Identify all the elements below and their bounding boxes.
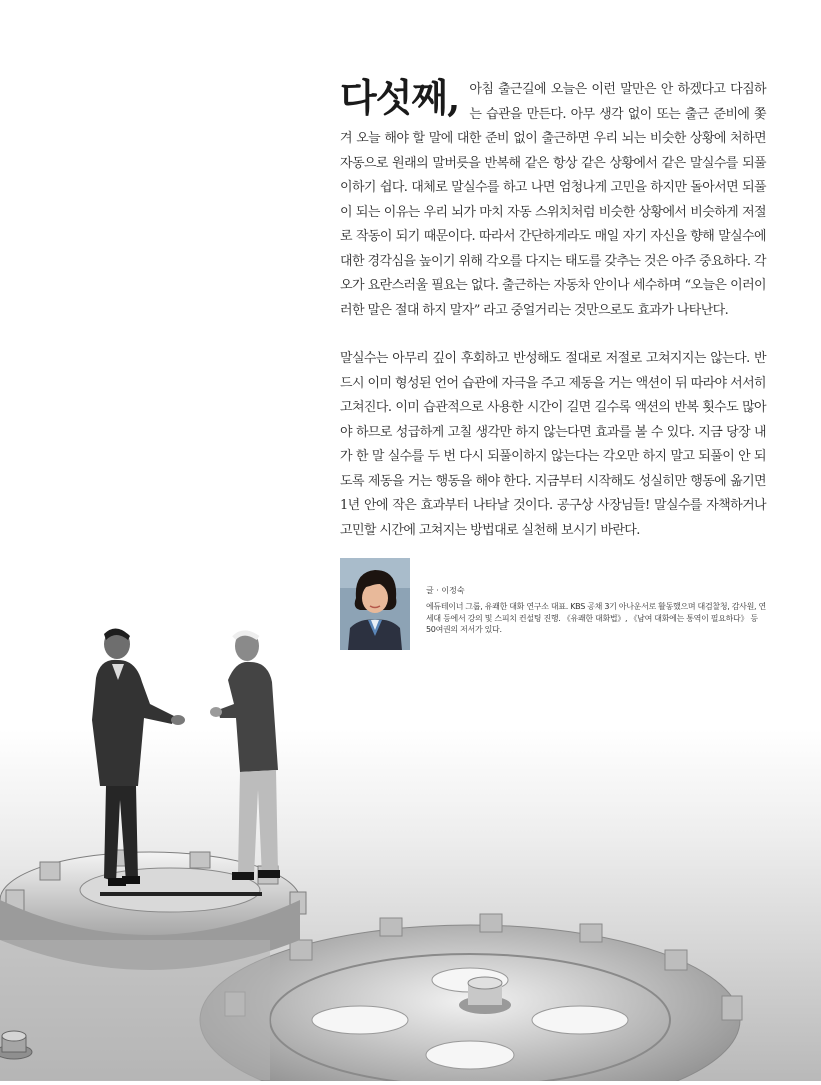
- article-body: [340, 75, 766, 543]
- gears-businessmen-illustration: [0, 600, 821, 1081]
- paragraph-1-text: 아침 출근길에 오늘은 이런 말만은 안 하겠다고 다짐하는 습관을 만든다. 아무 생각 없이 또는 출근 준비에 쫓겨 오늘 해야 할 말에 대한 준비 없이 출근하면 우리 뇌는 비슷한 상황에 처하면 자동으로 원래의 말버릇을 반복해 같은 항상 같은 상황에서 같은 말실수를 되풀이하기 쉽다. 대체로 말실수를 하고 나면 엄청나게 고민을 하지만 돌아서면 되풀이 되는 이유는 우리 뇌가 마치 자동 스위치처럼 비슷한 상황에서 비슷하게 저절로 작동이 되기 때문이다. 따라서 간단하게라도 매일 자기 자신을 향해 말실수에 대한 경각심을 높이기 위해 각오를 다지는 태도를 갖추는 것은 아주 중요하다. 각오가 요란스러울 필요는 없다. 출근하는 자동차 안이나 세수하며 “오늘은 이러이러한 말은 절대 하지 말자” 라고 중얼거리는 것만으로도 효과가 나타난다.: [340, 82, 766, 318]
- author-name: 글 · 이정숙: [426, 586, 465, 595]
- paragraph-1: [340, 75, 766, 323]
- author-bio: 에듀테이너 그룹, 유쾌한 대화 연구소 대표. KBS 공채 3기 아나운서로 활동했으며 대검찰청, 감사원, 연세대 등에서 강의 및 스피치 컨설팅 진행. 《유쾌한 대화법》, 《남여 대화에는 통역이 필요하다》 등 50여권의 저서가 있다.: [426, 602, 766, 634]
- gears-handshake-icon: [0, 600, 821, 1081]
- paragraph-2: 말실수는 아무리 깊이 후회하고 반성해도 절대로 저절로 고쳐지지는 않는다. 반드시 이미 형성된 언어 습관에 자극을 주고 제동을 거는 액션이 뒤 따라야 서서히 고쳐진다. 이미 습관적으로 사용한 시간이 길면 길수록 액션의 반복 횟수도 많아야 하므로 성급하게 고칠 생각만 하지 않는다면 효과를 볼 수 있다. 지금 당장 내가 한 말 실수를 두 번 다시 되풀이하지 않는다는 각오만 하지 말고 되풀이 안 되도록 제동을 거는 행동을 해야 한다. 지금부터 시작해도 성실히만 행동에 옮기면 1년 안에 작은 효과부터 나타날 것이다. 공구상 사장님들! 말실수를 자책하거나 고민할 시간에 고쳐지는 방법대로 실천해 보시기 바란다.: [340, 351, 766, 538]
- dropcap-heading: 다섯째,: [340, 75, 460, 120]
